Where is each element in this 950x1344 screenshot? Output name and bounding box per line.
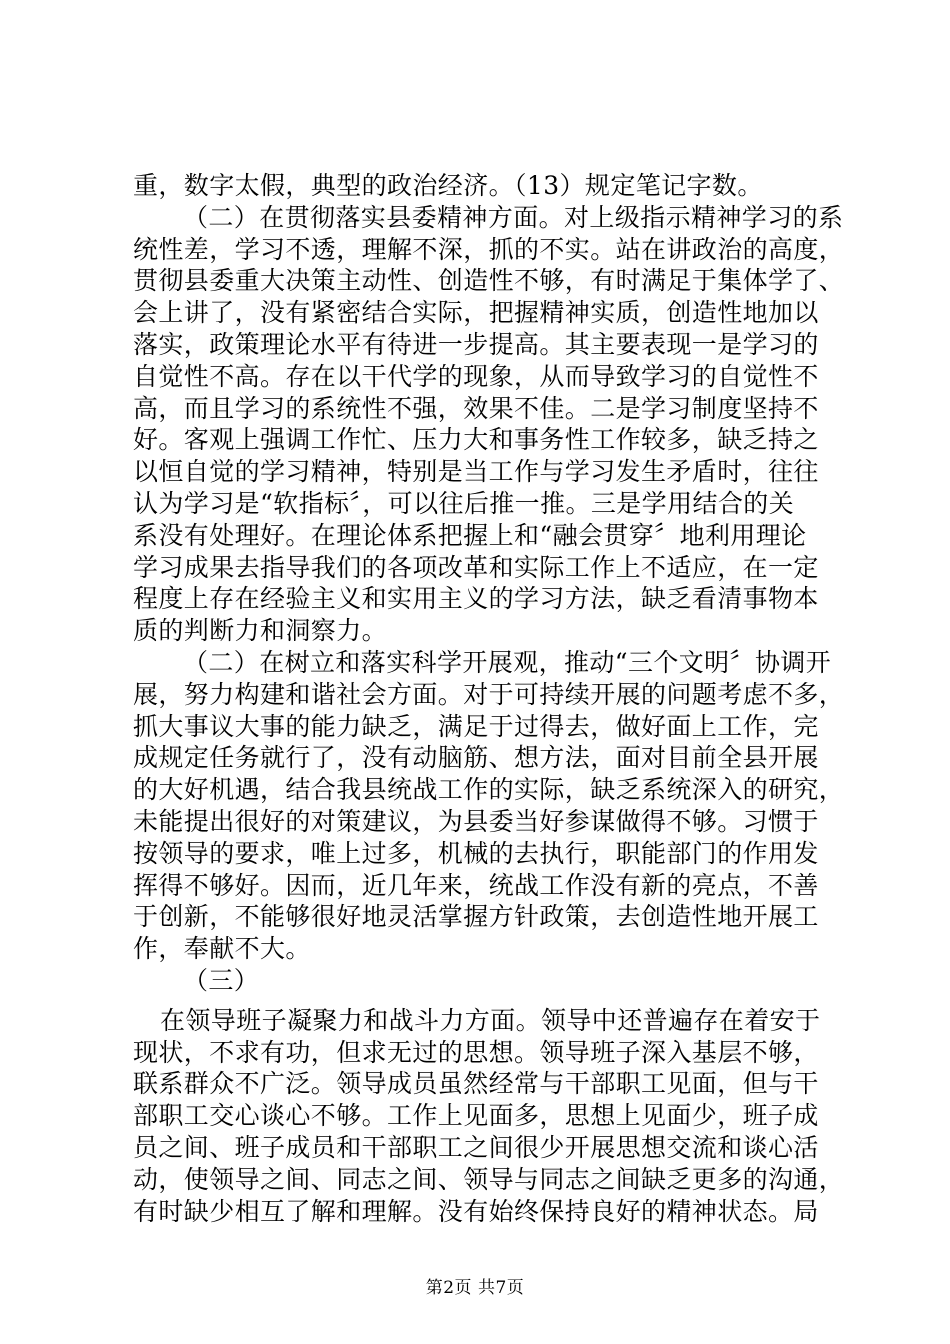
paragraph-gap bbox=[133, 997, 833, 1005]
text-line: 高，而且学习的系统性不强，效果不佳。二是学习制度坚持不 bbox=[133, 393, 819, 423]
text-line: 自觉性不高。存在以干代学的现象，从而导致学习的自觉性不 bbox=[133, 361, 819, 391]
text-line: 未能提出很好的对策建议，为县委当好参谋做得不够。习惯于 bbox=[133, 806, 819, 836]
text-line: 以恒自觉的学习精神，特别是当工作与学习发生矛盾时，往往 bbox=[133, 457, 819, 487]
text-line: 好。客观上强调工作忙、压力大和事务性工作较多，缺乏持之 bbox=[133, 425, 819, 455]
text-line: 动，使领导之间、同志之间、领导与同志之间缺乏更多的沟通， bbox=[133, 1164, 845, 1194]
paragraph-start-line: （二）在贯彻落实县委精神方面。对上级指示精神学习的系 bbox=[183, 202, 844, 232]
text-line: 员之间、班子成员和干部职工之间很少开展思想交流和谈心活 bbox=[133, 1132, 819, 1162]
text-line: 现状，不求有功，但求无过的思想。领导班子深入基层不够， bbox=[133, 1037, 819, 1067]
text-line: 联系群众不广泛。领导成员虽然经常与干部职工见面，但与干 bbox=[133, 1069, 819, 1099]
text-line: 会上讲了，没有紧密结合实际，把握精神实质，创造性地加以 bbox=[133, 298, 819, 328]
text-line: 按领导的要求，唯上过多，机械的去执行，职能部门的作用发 bbox=[133, 838, 819, 868]
text-line: 认为学习是“软指标〞，可以往后推一推。三是学用结合的关 bbox=[133, 488, 795, 518]
text-line: 落实，政策理论水平有待进一步提高。其主要表现一是学习的 bbox=[133, 329, 819, 359]
text-line: 学习成果去指导我们的各项改革和实际工作上不适应，在一定 bbox=[133, 552, 819, 582]
text-line: 挥得不够好。因而，近几年来，统战工作没有新的亮点，不善 bbox=[133, 870, 819, 900]
text-line: 作，奉献不大。 bbox=[133, 934, 311, 964]
text-line: 系没有处理好。在理论体系把握上和“融会贯穿〞地利用理论 bbox=[133, 520, 807, 550]
text-line: 于创新，不能够很好地灵活掌握方针政策，去创造性地开展工 bbox=[133, 902, 819, 932]
paragraph-start-line: 在领导班子凝聚力和战斗力方面。领导中还普遍存在着安于 bbox=[160, 1005, 821, 1035]
text-line: 抓大事议大事的能力缺乏，满足于过得去，做好面上工作，完 bbox=[133, 711, 819, 741]
text-line: 质的判断力和洞察力。 bbox=[133, 616, 388, 646]
text-line: 有时缺少相互了解和理解。没有始终保持良好的精神状态。局 bbox=[133, 1196, 819, 1226]
paragraph-start-line: （二）在树立和落实科学开展观，推动“三个文明〞协调开 bbox=[183, 647, 832, 677]
text-line: 成规定任务就行了，没有动脑筋、想方法，面对目前全县开展 bbox=[133, 743, 819, 773]
page-number: 第2页 共7页 bbox=[425, 1278, 525, 1298]
text-line: 统性差，学习不透，理解不深，抓的不实。站在讲政治的高度， bbox=[133, 234, 845, 264]
text-line: 部职工交心谈心不够。工作上见面多，思想上见面少，班子成 bbox=[133, 1101, 819, 1131]
section-heading: （三） bbox=[183, 965, 260, 995]
text-line: 展，努力构建和谐社会方面。对于可持续开展的问题考虑不多， bbox=[133, 679, 845, 709]
text-line: 贯彻县委重大决策主动性、创造性不够，有时满足于集体学了、 bbox=[133, 266, 845, 296]
text-line: 重，数字太假，典型的政治经济。（13）规定笔记字数。 bbox=[133, 171, 763, 200]
document-body bbox=[133, 170, 845, 1227]
text-line: 程度上存在经验主义和实用主义的学习方法，缺乏看清事物本 bbox=[133, 584, 819, 614]
page-footer bbox=[0, 1273, 950, 1298]
text-line: 的大好机遇，结合我县统战工作的实际，缺乏系统深入的研究， bbox=[133, 775, 845, 805]
